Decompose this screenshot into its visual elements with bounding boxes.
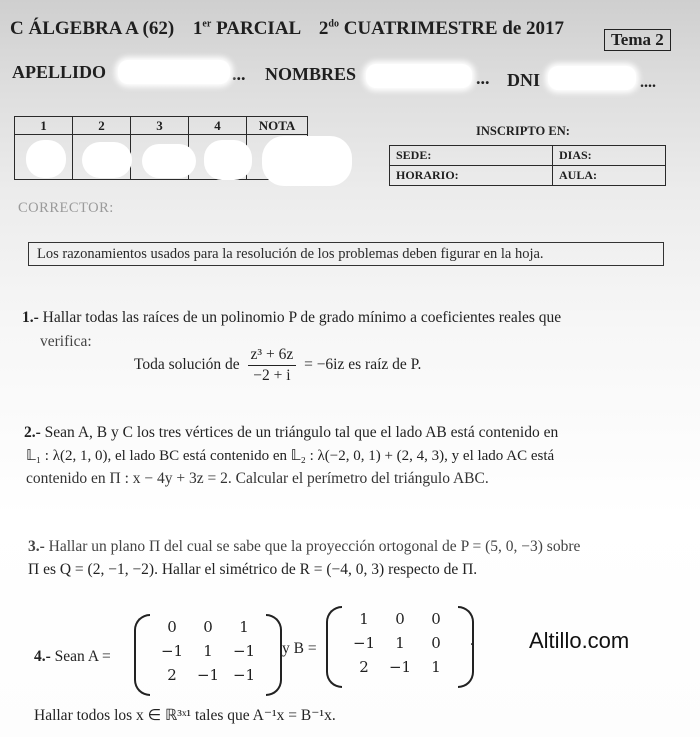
- apellido-dots: ...: [232, 64, 246, 84]
- course-title: C ÁLGEBRA A (62): [10, 18, 175, 39]
- problem-4-line-2: Hallar todos los x ∈ ℝ³ˣ¹ tales que A⁻¹x = B⁻¹x.: [34, 707, 336, 724]
- dni-redaction: [548, 66, 636, 90]
- horario-label: HORARIO:: [390, 166, 553, 186]
- nombres-dots: ...: [476, 68, 490, 88]
- exam-title-line: [10, 18, 564, 40]
- problem-2-line-3: contenido en Π : x − 4y + 3z = 2. Calcular el perímetro del triángulo ABC.: [26, 470, 489, 487]
- sede-label: SEDE:: [390, 146, 553, 166]
- grade-header-4: 4: [189, 117, 247, 135]
- nombres-redaction: [366, 64, 472, 88]
- apellido-label: APELLIDO: [12, 62, 107, 82]
- grade-header-3: 3: [131, 117, 189, 135]
- matrix-a-right-paren: [266, 614, 282, 696]
- parcial-label: 1er PARCIAL: [192, 18, 301, 39]
- matrix-b-left-paren: [326, 606, 342, 688]
- equation-fraction: $\frac{\text{z³ + 6z}}{-2 + i}$: [248, 346, 297, 385]
- inscripto-title: INSCRIPTO EN:: [476, 124, 570, 138]
- grade-header-1: 1: [15, 117, 73, 135]
- problem-1-line-1: 1.- Hallar todas las raíces de un polinomio P de grado mínimo a coeficientes reales que: [22, 309, 562, 326]
- grade-redaction-2: [82, 142, 132, 178]
- problem-1-equation: Toda solución de $\frac{\text{z³ + 6z}}{-2 + i}$ = −6iz es raíz de P.: [134, 346, 422, 384]
- problem-3-line-2: Π es Q = (2, −1, −2). Hallar el simétrico de R = (−4, 0, 3) respecto de Π.: [28, 561, 478, 578]
- grade-redaction-3: [142, 144, 196, 178]
- matrix-b: 1 0 0 −1 1 0 2 −1 1: [346, 610, 454, 676]
- aula-label: AULA:: [553, 166, 666, 186]
- problem-3-line-1: 3.- Hallar un plano Π del cual se sabe que la proyección ortogonal de P = (5, 0, −3) sobre: [28, 538, 581, 555]
- problem-4-intro: 4.- Sean A =: [34, 648, 111, 665]
- problem-2-line-1: 2.- Sean A, B y C los tres vértices de un triángulo tal que el lado AB está contenido en: [24, 424, 559, 441]
- matrix-a-left-paren: [134, 614, 150, 696]
- problem-1-line-2: verifica:: [40, 333, 92, 350]
- problem-2-line-2: 𝕃₁ : λ(2, 1, 0), el lado BC está contenido en 𝕃₂ : λ(−2, 0, 1) + (2, 4, 3), y el lado AC está: [26, 448, 555, 464]
- tema-box: Tema 2: [604, 29, 671, 51]
- grade-header-nota: NOTA: [247, 117, 308, 135]
- altillo-watermark: Altillo.com: [529, 628, 630, 653]
- matrix-a: 0 0 1 −1 1 −1 2 −1 −1: [154, 618, 262, 684]
- grade-header-2: 2: [73, 117, 131, 135]
- dias-label: DIAS:: [553, 146, 666, 166]
- and-b-label: y B =: [282, 640, 317, 657]
- instructions-note: Los razonamientos usados para la resolución de los problemas deben figurar en la hoja.: [28, 242, 664, 266]
- cuatrimestre-label: $2^{do}$ CUATRIMESTRE de 2017: [318, 18, 565, 39]
- dni-dots: ....: [640, 74, 656, 91]
- grade-redaction-4: [204, 140, 252, 180]
- grade-redaction-1: [26, 140, 66, 178]
- grade-redaction-5: [262, 136, 352, 186]
- corrector-label: CORRECTOR:: [18, 200, 114, 216]
- inscripto-table: [389, 145, 666, 186]
- apellido-redaction: [118, 60, 230, 84]
- dni-label: DNI: [507, 70, 541, 90]
- nombres-label: NOMBRES: [265, 64, 357, 84]
- matrix-period: .: [470, 632, 474, 649]
